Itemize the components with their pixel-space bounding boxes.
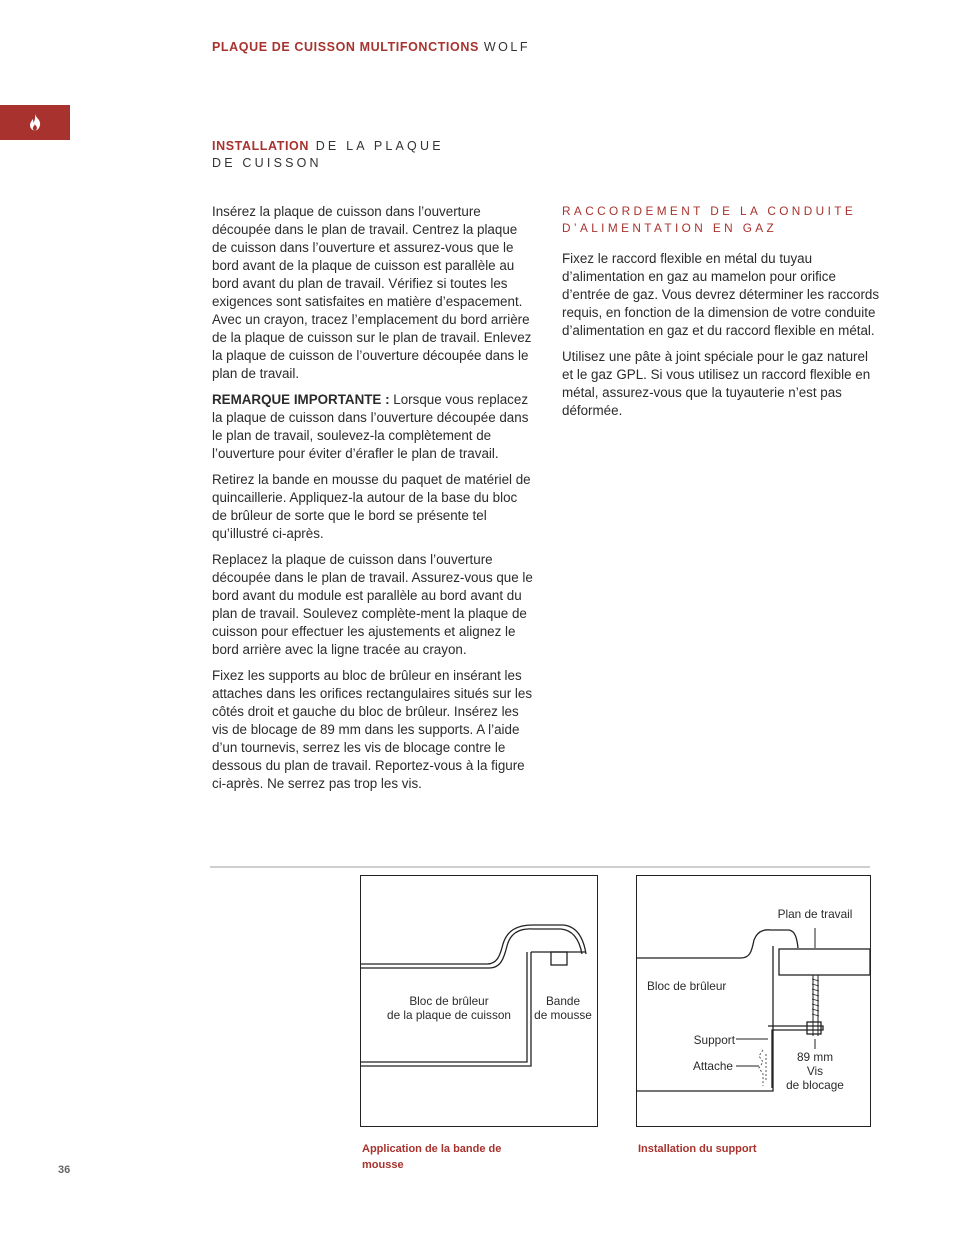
flame-icon xyxy=(29,114,41,131)
countertop xyxy=(779,949,870,975)
section-title-bold: INSTALLATION xyxy=(212,139,310,153)
gas-connection-title-line2: D’ALIMENTATION EN GAZ xyxy=(562,221,778,235)
figure1-caption: Application de la bande de mousse xyxy=(362,1143,502,1171)
paragraph: Fixez les supports au bloc de brûleur en insérant les attaches dans les orifices rectangulaires situés sur les côtés droit et gauche du bloc de brûleur. Insérez les vis de blocage de 89 mm dans les supports. A l’aide d’un tournevis, serrez les vis de blocage contre le dessous du plan de travail. Reportez-vous à la figure ci-après. Ne serrez pas trop les vis. xyxy=(212,668,533,791)
paragraph: Retirez la bande en mousse du paquet de matériel de quincaillerie. Appliquez-la autour de la base du bloc de brûleur de sorte que le bord se présente tel qu’illustré ci-après. xyxy=(212,472,531,541)
important-note-text: Lorsque vous replacez la plaque de cuisson dans l’ouverture découpée dans le plan de travail, soulevez-la complètement de l’ouverture pour éviter d’érafler le plan de travail. xyxy=(212,392,529,461)
paragraph: Utilisez une pâte à joint spéciale pour le gaz naturel et le gaz GPL. Si vous utilisez un raccord flexible en métal, assurez-vous que la tuyauterie n’est pas déformée. xyxy=(562,349,871,418)
figure1-label-foam: Bande de mousse xyxy=(534,994,592,1022)
figure2-label-support: Support xyxy=(693,1033,735,1047)
important-note-label: REMARQUE IMPORTANTE : xyxy=(212,392,390,407)
section-title-line2: DE CUISSON xyxy=(212,156,322,170)
page-number: 36 xyxy=(58,1164,71,1176)
left-column xyxy=(212,203,534,801)
page-header xyxy=(212,40,530,54)
section-title xyxy=(212,138,532,172)
cooktop-edge xyxy=(637,930,798,958)
figure1-label-block: Bloc de brûleur de la plaque de cuisson xyxy=(387,994,511,1022)
divider xyxy=(210,866,870,868)
header-brand: WOLF xyxy=(483,40,530,54)
header-title: PLAQUE DE CUISSON MULTIFONCTIONS xyxy=(212,40,479,54)
paragraph: Replacez la plaque de cuisson dans l’ouverture découpée dans le plan de travail. Assurez-vous que le bord avant du module est parallèle au bord avant du plan de travail. Soulevez complète-ment la plaque de cuisson pour effectuer les ajustements et alignez le bord arrière avec la ligne tracée au crayon. xyxy=(212,552,533,657)
cooktop-edge-outer xyxy=(361,929,582,968)
foam-strip-figure xyxy=(360,875,598,1127)
section-tab xyxy=(0,105,70,140)
section-title-line1: DE LA PLAQUE xyxy=(315,139,444,153)
important-note xyxy=(212,391,534,463)
paragraph: Insérez la plaque de cuisson dans l’ouverture découpée dans le plan de travail. Centrez la plaque de cuisson dans l’ouverture et assurez-vous que le bord avant de la plaque de cuisson est parallèle au bord avant du plan de travail. Vérifiez si toutes les exigences sont satisfaites en matière d’espacement. Avec un crayon, tracez l’emplacement du bord arrière de la plaque de cuisson sur le plan de travail. Enlevez la plaque de cuisson de l’ouverture découpée dans le plan de travail. xyxy=(212,204,532,381)
screw-nut xyxy=(807,1022,821,1034)
foam-strip xyxy=(551,952,567,965)
cooktop-edge-inner xyxy=(361,925,586,964)
gas-connection-title xyxy=(562,203,882,237)
right-column xyxy=(562,250,882,428)
paragraph: Fixez le raccord flexible en métal du tuyau d’alimentation en gaz au mamelon pour orifice d’entrée de gaz. Vous devrez déterminer les raccords requis, en fonction de la dimension de votre conduite d’alimentation en gaz et du raccord flexible en métal. xyxy=(562,251,880,338)
figure2-label-clip: Attache xyxy=(692,1059,733,1073)
support-figure xyxy=(636,875,871,1127)
figure2-caption: Installation du support xyxy=(638,1143,757,1155)
figure2-label-block: Bloc de brûleur xyxy=(647,979,727,993)
clip-outline xyxy=(759,1050,763,1086)
figure2-label-countertop: Plan de travail xyxy=(777,907,853,921)
gas-connection-title-line1: RACCORDEMENT DE LA CONDUITE xyxy=(562,204,857,218)
figure2-label-screw: 89 mm Vis de blocage xyxy=(786,1050,844,1092)
